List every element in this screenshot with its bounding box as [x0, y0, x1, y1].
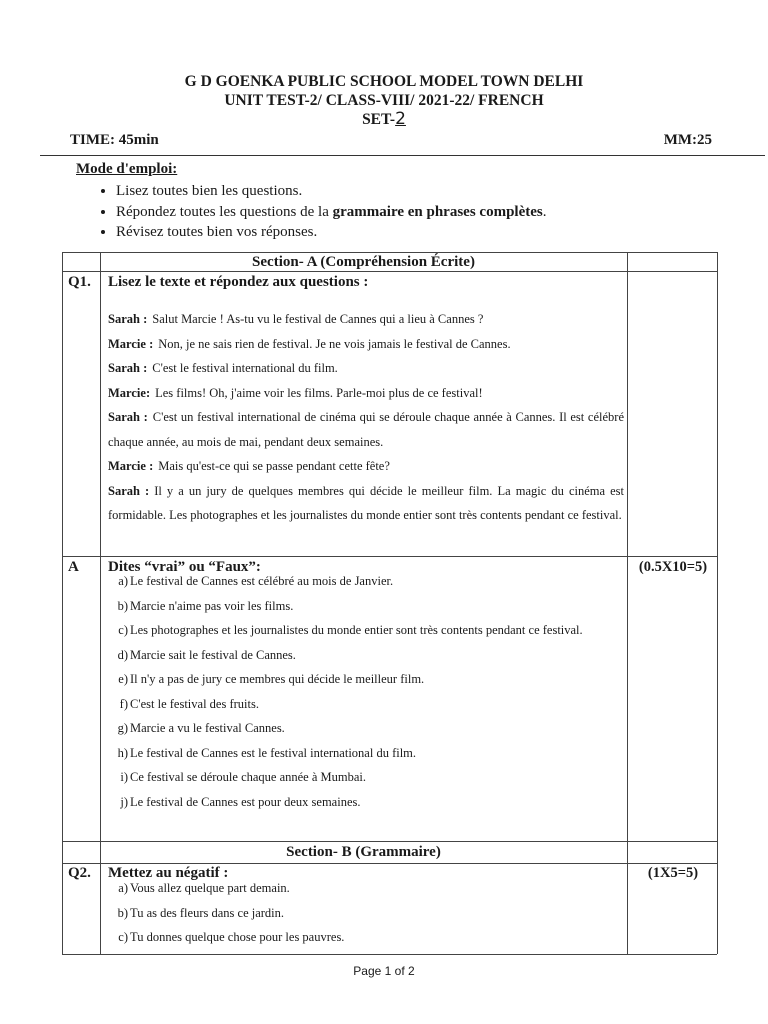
true-false-statements — [108, 569, 624, 814]
statement-text: Vous allez quelque part demain. — [130, 881, 290, 895]
dialogue-line — [108, 479, 624, 528]
q2-number: Q2. — [68, 865, 91, 881]
instruction-item — [116, 202, 716, 223]
instructions-list — [76, 181, 716, 243]
statement-text: Le festival de Cannes est le festival international du film. — [130, 745, 417, 760]
statement-letter: j) — [120, 794, 128, 809]
statement-text: C'est le festival des fruits. — [130, 696, 259, 711]
statement-letter: i) — [120, 770, 128, 784]
header-divider — [40, 155, 765, 156]
part-a-letter: A — [68, 559, 79, 575]
speaker: Sarah : — [108, 483, 150, 498]
statement-item — [108, 876, 624, 901]
statement-text: Le festival de Cannes est pour deux semaines. — [130, 794, 361, 809]
table-row-divider — [62, 252, 717, 253]
statement-letter: g) — [117, 721, 128, 735]
table-border-bottom — [62, 954, 717, 955]
section-a-title: Section- A (Compréhension Écrite) — [252, 254, 475, 270]
speaker: Marcie : — [108, 459, 154, 473]
statement-item — [108, 741, 624, 766]
table-border-left — [62, 252, 63, 954]
utterance: Il y a un jury de quelques membres qui décide le meilleur film. La magic du cinéma est formidable. Les photographes et les journalistes du monde entier sont très contents pendant ce festival. — [108, 483, 624, 522]
test-title: UNIT TEST-2/ CLASS-VIII/ 2021-22/ FRENCH — [224, 92, 544, 109]
statement-text: Marcie sait le festival de Cannes. — [130, 647, 296, 662]
school-name: G D GOENKA PUBLIC SCHOOL MODEL TOWN DELHI — [184, 73, 584, 90]
statement-item — [108, 925, 624, 950]
statement-letter: f) — [119, 696, 128, 711]
statement-text: Il n'y a pas de jury ce membres qui décide le meilleur film. — [130, 672, 425, 686]
q1-number: Q1. — [68, 274, 91, 290]
statement-text: Marcie n'aime pas voir les films. — [130, 598, 294, 613]
dialogue — [108, 307, 624, 528]
negation-statements — [108, 876, 624, 950]
time-label: TIME: 45min — [70, 132, 159, 148]
dialogue-line — [108, 405, 624, 454]
q1-title: Lisez le texte et répondez aux questions : — [108, 274, 369, 290]
dialogue-line — [108, 332, 624, 357]
set-number: 2 — [395, 109, 406, 129]
document-header — [0, 72, 768, 129]
statement-text: Les photographes et les journalistes du monde entier sont très contents pendant ce festival. — [130, 623, 583, 637]
speaker: Marcie : — [108, 336, 154, 351]
speaker: Sarah : — [108, 410, 148, 424]
table-row-divider — [62, 841, 717, 842]
utterance: C'est le festival international du film. — [152, 361, 338, 375]
statement-letter: c) — [118, 623, 128, 637]
statement-text: Tu donnes quelque chose pour les pauvres. — [130, 930, 345, 944]
utterance: Les films! Oh, j'aime voir les films. Parle-moi plus de ce festival! — [155, 385, 483, 400]
part-a-marks: (0.5X10=5) — [638, 559, 708, 575]
statement-letter: h) — [117, 745, 128, 760]
table-border-right — [717, 252, 718, 954]
statement-letter: d) — [117, 647, 128, 662]
statement-letter: e) — [118, 672, 128, 686]
statement-item — [108, 594, 624, 619]
dialogue-line — [108, 454, 624, 479]
statement-letter: b) — [117, 598, 128, 613]
statement-text: Ce festival se déroule chaque année à Mumbai. — [130, 770, 367, 784]
statement-text: Le festival de Cannes est célébré au mois de Janvier. — [130, 574, 394, 588]
instruction-text: Répondez toutes les questions de la — [116, 203, 333, 220]
statement-item — [108, 765, 624, 790]
statement-item — [108, 716, 624, 741]
speaker: Marcie: — [108, 385, 151, 400]
page-number: Page 1 of 2 — [353, 964, 415, 978]
dialogue-line — [108, 307, 624, 332]
dialogue-line — [108, 381, 624, 406]
max-marks: MM:25 — [663, 132, 712, 148]
statement-letter: c) — [118, 930, 128, 944]
table-row-divider — [62, 556, 717, 557]
q2-title: Mettez au négatif : — [108, 865, 229, 881]
part-a-title: Dites “vrai” ou “Faux”: — [108, 559, 261, 575]
instruction-item — [116, 222, 716, 243]
set-label-text: SET- — [362, 111, 396, 128]
instruction-item — [116, 181, 716, 202]
utterance: Mais qu'est-ce qui se passe pendant cette fête? — [158, 459, 390, 473]
table-row-divider — [62, 271, 717, 272]
statement-item — [108, 790, 624, 815]
utterance: Non, je ne sais rien de festival. Je ne vois jamais le festival de Cannes. — [158, 336, 511, 351]
utterance: Salut Marcie ! As-tu vu le festival de Cannes qui a lieu à Cannes ? — [152, 312, 484, 326]
instruction-text-end: . — [542, 203, 547, 220]
instructions-title: Mode d'emploi: — [76, 161, 178, 177]
statement-text: Marcie a vu le festival Cannes. — [130, 721, 285, 735]
statement-text: Tu as des fleurs dans ce jardin. — [130, 905, 285, 920]
set-label — [0, 110, 768, 129]
statement-item — [108, 569, 624, 594]
statement-item — [108, 692, 624, 717]
meta-row — [70, 132, 712, 149]
question-table — [62, 252, 717, 954]
instruction-text: Révisez toutes bien vos réponses. — [116, 224, 318, 240]
instruction-text: Lisez toutes bien les questions. — [116, 183, 303, 199]
section-b-title: Section- B (Grammaire) — [286, 844, 441, 860]
speaker: Sarah : — [108, 312, 148, 326]
instructions — [76, 161, 716, 243]
statement-letter: a) — [118, 574, 128, 588]
speaker: Sarah : — [108, 361, 148, 375]
q2-marks: (1X5=5) — [647, 865, 699, 881]
statement-item — [108, 618, 624, 643]
statement-letter: a) — [118, 881, 128, 895]
table-col-divider — [627, 252, 628, 954]
statement-item — [108, 643, 624, 668]
dialogue-line — [108, 356, 624, 381]
table-row-divider — [62, 863, 717, 864]
statement-item — [108, 667, 624, 692]
statement-letter: b) — [117, 905, 128, 920]
instruction-bold-text: grammaire en phrases complètes — [332, 203, 543, 220]
utterance: C'est un festival international de cinéma qui se déroule chaque année à Cannes. Il est célébré chaque année, au mois de mai, pendant deux semaines. — [108, 410, 624, 449]
statement-item — [108, 901, 624, 926]
